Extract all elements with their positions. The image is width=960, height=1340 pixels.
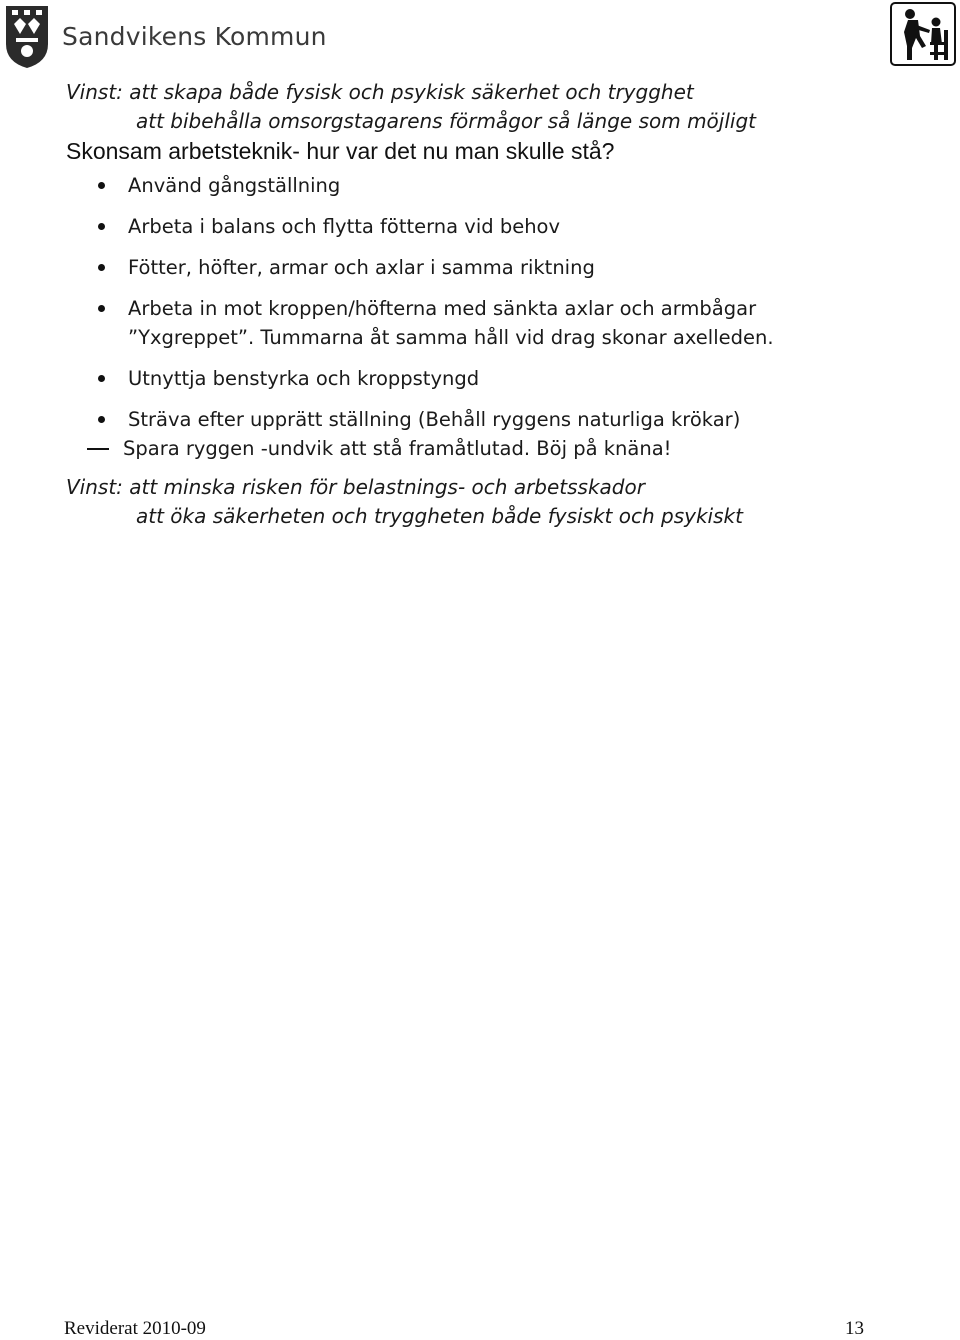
list-item-continuation: ”Yxgreppet”. Tummarna åt samma håll vid drag skonar axelleden. (128, 326, 774, 349)
list-item: Arbeta in mot kroppen/höfterna med sänkta axlar och armbågar ”Yxgreppet”. Tummarna åt samma håll vid drag skonar axelleden. (66, 294, 926, 352)
bullet-icon (98, 416, 105, 423)
page-footer (64, 1318, 864, 1340)
gain-statement-top (66, 78, 926, 136)
page-number: 13 (845, 1318, 864, 1339)
gain-statement-bottom (66, 473, 926, 531)
gain-line-1: Vinst: att skapa både fysisk och psykisk säkerhet och trygghet (66, 80, 694, 104)
list-item: Fötter, höfter, armar och axlar i samma riktning (66, 253, 926, 282)
bullet-icon (98, 264, 105, 271)
technique-list (66, 171, 926, 463)
caregiver-assisting-person-icon (890, 2, 956, 66)
bullet-icon (98, 182, 105, 189)
list-item: Arbeta i balans och flytta fötterna vid behov (66, 212, 926, 241)
section-heading: Skonsam arbetsteknik- hur var det nu man skulle stå? (66, 138, 615, 164)
list-item: Sträva efter upprätt ställning (Behåll ryggens naturliga krökar) Spara ryggen -undvik att stå framåtlutad. Böj på knäna! (66, 405, 926, 463)
page-header (0, 0, 960, 80)
bullet-icon (98, 375, 105, 382)
document-body (66, 78, 926, 531)
bullet-icon (98, 223, 105, 230)
gain-line-1: Vinst: att minska risken för belastnings- och arbetsskador (66, 475, 645, 499)
dash-icon (87, 448, 109, 450)
gain-line-2: att bibehålla omsorgstagarens förmågor så länge som möjligt (136, 109, 756, 133)
list-item: Använd gångställning (66, 171, 926, 200)
revision-date: Reviderat 2010-09 (64, 1318, 206, 1339)
list-item: Utnyttja benstyrka och kroppstyngd (66, 364, 926, 393)
gain-line-2: att öka säkerheten och tryggheten både fysiskt och psykiskt (136, 504, 743, 528)
municipal-crest-icon (4, 4, 50, 70)
org-name: Sandvikens Kommun (62, 22, 327, 51)
bullet-icon (98, 305, 105, 312)
sub-point: Spara ryggen -undvik att stå framåtlutad. Böj på knäna! (73, 434, 926, 463)
